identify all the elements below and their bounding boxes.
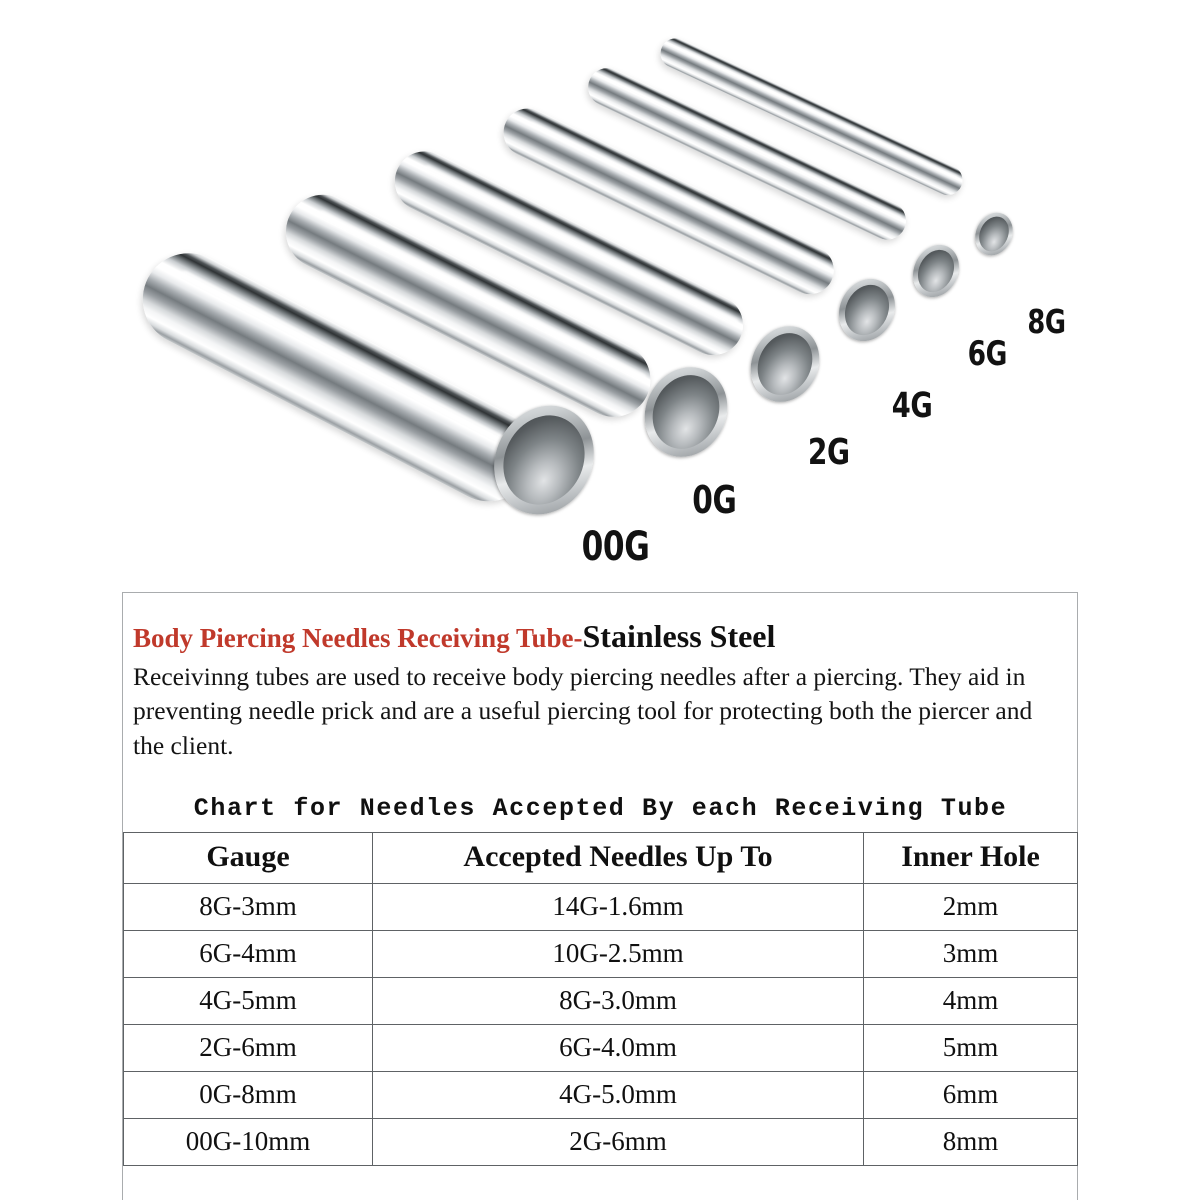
cell-inner-hole: 5mm — [864, 1024, 1078, 1071]
cell-gauge: 6G-4mm — [124, 930, 373, 977]
product-photo — [0, 0, 1200, 580]
cell-gauge: 00G-10mm — [124, 1118, 373, 1165]
cell-inner-hole: 6mm — [864, 1071, 1078, 1118]
tube-bore — [911, 244, 961, 298]
cell-accepted-needles: 10G-2.5mm — [373, 930, 864, 977]
cell-gauge: 2G-6mm — [124, 1024, 373, 1071]
cell-inner-hole: 4mm — [864, 977, 1078, 1024]
gauge-label-8g: 8G — [1027, 302, 1066, 341]
gauge-label-00g: 00G — [581, 524, 650, 570]
table-title-row — [124, 787, 1078, 833]
cell-accepted-needles: 4G-5.0mm — [373, 1071, 864, 1118]
table-row — [124, 1071, 1078, 1118]
table-row — [124, 1024, 1078, 1071]
table-title: Chart for Needles Accepted By each Receiving Tube — [124, 787, 1078, 833]
tube-mouth-2g — [738, 314, 832, 413]
cell-accepted-needles: 6G-4.0mm — [373, 1024, 864, 1071]
gauge-label-2g: 2G — [807, 432, 850, 473]
cell-gauge: 8G-3mm — [124, 883, 373, 930]
table-row — [124, 883, 1078, 930]
gauge-label-6g: 6G — [967, 334, 1008, 374]
gauge-label-0g: 0G — [692, 478, 737, 522]
specification-table — [123, 787, 1078, 1166]
tube-bore — [837, 277, 898, 342]
headline-red-part: Body Piercing Needles Receiving Tube- — [133, 623, 583, 653]
headline-black-part: Stainless Steel — [582, 618, 776, 654]
cell-accepted-needles: 8G-3.0mm — [373, 977, 864, 1024]
table-row — [124, 1118, 1078, 1165]
column-header-gauge: Gauge — [124, 832, 373, 883]
column-header-inner-hole: Inner Hole — [864, 832, 1078, 883]
tube-bore — [974, 212, 1015, 256]
cell-accepted-needles: 14G-1.6mm — [373, 883, 864, 930]
cell-inner-hole: 3mm — [864, 930, 1078, 977]
info-panel — [122, 592, 1078, 1200]
description-block — [123, 593, 1077, 773]
table-row — [124, 977, 1078, 1024]
product-headline — [133, 619, 1059, 654]
tube-mouth-4g — [829, 269, 906, 350]
product-description: Receivinng tubes are used to receive body piercing needles after a piercing. They aid in preventing needle prick and are a useful piercing tool for protecting both the piercer and the client. — [133, 662, 1033, 760]
tube-bore — [747, 324, 822, 404]
column-header-accepted-needles: Accepted Needles Up To — [373, 832, 864, 883]
cell-accepted-needles: 2G-6mm — [373, 1118, 864, 1165]
tube-mouth-6g — [905, 237, 968, 305]
table-row — [124, 930, 1078, 977]
cell-gauge: 4G-5mm — [124, 977, 373, 1024]
cell-gauge: 0G-8mm — [124, 1071, 373, 1118]
gauge-label-4g: 4G — [891, 386, 933, 426]
cell-inner-hole: 2mm — [864, 883, 1078, 930]
cell-inner-hole: 8mm — [864, 1118, 1078, 1165]
tube-mouth-8g — [968, 206, 1019, 261]
table-header-row — [124, 832, 1078, 883]
